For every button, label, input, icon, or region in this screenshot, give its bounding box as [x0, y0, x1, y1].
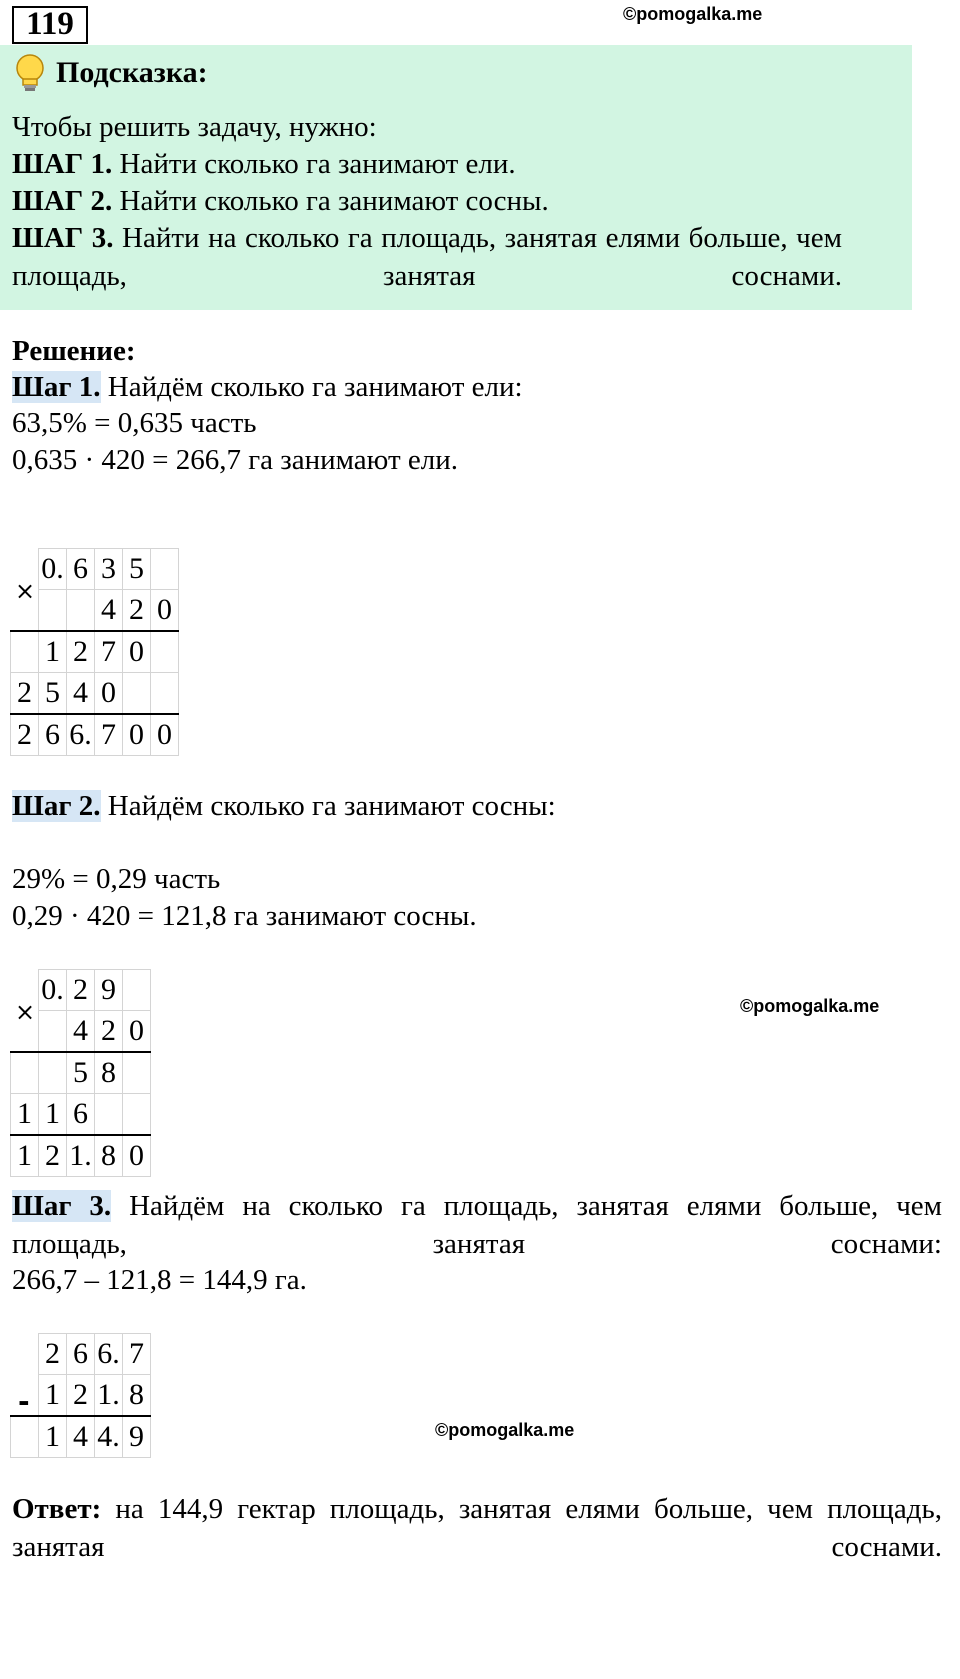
calc3-cell	[11, 1416, 39, 1458]
calc2-cell: 2	[95, 1011, 123, 1053]
calc1-cell	[123, 673, 151, 715]
hint-step-2	[12, 182, 549, 220]
calc2-cell	[11, 1011, 39, 1053]
calc1-cell	[151, 673, 179, 715]
calc1-cell	[11, 631, 39, 673]
calc2-cell: 1	[11, 1135, 39, 1177]
step-3-label: Шаг 3.	[12, 1190, 112, 1222]
calc3-cell: 8	[123, 1375, 151, 1417]
answer-label: Ответ:	[12, 1493, 102, 1525]
calc2-cell: 8	[95, 1052, 123, 1094]
calc1-row	[11, 549, 179, 590]
calc2-row	[11, 1094, 151, 1136]
calc1-cell	[151, 631, 179, 673]
calc3-cell: 1	[39, 1375, 67, 1417]
calc3-cell: 7	[123, 1334, 151, 1375]
watermark-middle: ©pomogalka.me	[740, 996, 880, 1016]
calc3-row	[11, 1416, 151, 1458]
calc2-cell	[123, 1094, 151, 1136]
step-2-text: Найдём сколько га занимают сосны:	[100, 790, 556, 822]
calc1-row	[11, 590, 179, 632]
calc2-cell: 2	[39, 1135, 67, 1177]
step-1-label: Шаг 1.	[12, 371, 101, 403]
subtraction	[10, 1333, 151, 1458]
calc1-cell	[11, 590, 39, 632]
calc2-cell: 4	[67, 1011, 95, 1053]
step-3-text: Найдём на сколько га площадь, занятая елями больше, чем площадь, занятая соснами:	[12, 1190, 943, 1260]
solution-title: Решение:	[12, 335, 136, 367]
calc2-cell	[123, 1052, 151, 1094]
multiplication-2	[10, 969, 151, 1177]
calc1-cell: 2	[123, 590, 151, 632]
calc2-row	[11, 1011, 151, 1053]
calc1-cell	[39, 590, 67, 632]
minus-sign: -	[18, 1385, 30, 1418]
calc2-cell	[39, 1052, 67, 1094]
calc1-cell	[67, 590, 95, 632]
calc2-row	[11, 1052, 151, 1094]
multiply-sign-1: ×	[15, 577, 36, 605]
hint-step-3-label: ШАГ 3.	[12, 222, 114, 254]
calc3-row	[11, 1334, 151, 1375]
calc1-cell: 2	[11, 714, 39, 756]
calc1-cell: 5	[39, 673, 67, 715]
calc2-cell	[39, 1011, 67, 1053]
calc2-row	[11, 970, 151, 1011]
calc2-cell	[95, 1094, 123, 1136]
calc3-row	[11, 1375, 151, 1417]
problem-number: 119	[12, 6, 88, 44]
calc3-cell: 4.	[95, 1416, 123, 1458]
calc1-cell: 0	[123, 714, 151, 756]
calc2-cell: 9	[95, 970, 123, 1011]
calc2-cell: 5	[67, 1052, 95, 1094]
calc2-cell	[123, 970, 151, 1011]
calc2-cell: 1	[39, 1094, 67, 1136]
step-1-line-2: 0,635 · 420 = 266,7 га занимают ели.	[12, 444, 458, 476]
multiplication-1	[10, 548, 179, 756]
calc2-cell: 2	[67, 970, 95, 1011]
calc1-cell: 0	[151, 590, 179, 632]
calc3-cell	[11, 1375, 39, 1417]
calc3-cell: 9	[123, 1416, 151, 1458]
hint-step-2-label: ШАГ 2.	[12, 185, 113, 217]
step-2-line-2: 0,29 · 420 = 121,8 га занимают сосны.	[12, 900, 477, 932]
hint-step-1	[12, 145, 516, 183]
calc3-cell: 6.	[95, 1334, 123, 1375]
calc2-cell	[11, 1052, 39, 1094]
calc1-cell: 0	[95, 673, 123, 715]
calc1-row	[11, 714, 179, 756]
calc3-cell	[11, 1334, 39, 1375]
lightbulb-icon	[12, 53, 48, 93]
step-1-text: Найдём сколько га занимают ели:	[100, 371, 523, 403]
step-1-line-1: 63,5% = 0,635 часть	[12, 407, 257, 439]
answer	[12, 1490, 942, 1566]
calc1-cell: 3	[95, 549, 123, 590]
calc3-cell: 6	[67, 1334, 95, 1375]
hint-title-row	[12, 53, 208, 93]
calc1-row	[11, 673, 179, 715]
answer-text: на 144,9 гектар площадь, занятая елями больше, чем площадь, занятая соснами.	[12, 1493, 942, 1563]
calc3-cell: 4	[67, 1416, 95, 1458]
calc1-cell: 2	[11, 673, 39, 715]
step-1-heading	[12, 368, 523, 406]
calc1-row	[11, 631, 179, 673]
step-2-line-1: 29% = 0,29 часть	[12, 863, 221, 895]
hint-step-3-text: Найти на сколько га площадь, занятая елями больше, чем площадь, занятая соснами.	[12, 222, 842, 292]
calc3-cell: 2	[39, 1334, 67, 1375]
step-2-heading	[12, 787, 556, 825]
calc1-cell	[11, 549, 39, 590]
calc1-cell: 4	[67, 673, 95, 715]
calc1-cell: 2	[67, 631, 95, 673]
calc1-cell: 6.	[67, 714, 95, 756]
step-3-heading	[12, 1187, 942, 1263]
calc1-cell: 7	[95, 714, 123, 756]
hint-step-3	[12, 219, 842, 295]
calc2-cell: 6	[67, 1094, 95, 1136]
hint-step-1-text: Найти сколько га занимают ели.	[112, 148, 516, 180]
calc2-cell: 1.	[67, 1135, 95, 1177]
step-3-line-1: 266,7 – 121,8 = 144,9 га.	[12, 1264, 307, 1296]
calc1-cell	[151, 549, 179, 590]
calc1-cell: 0	[123, 631, 151, 673]
calc2-cell: 8	[95, 1135, 123, 1177]
hint-title: Подсказка:	[56, 56, 208, 89]
calc3-cell: 1.	[95, 1375, 123, 1417]
calc3-cell: 1	[39, 1416, 67, 1458]
calc2-cell: 0.	[39, 970, 67, 1011]
calc2-cell: 0	[123, 1135, 151, 1177]
hint-step-2-text: Найти сколько га занимают сосны.	[112, 185, 549, 217]
calc3-cell: 2	[67, 1375, 95, 1417]
watermark-top: ©pomogalka.me	[623, 4, 763, 24]
calc1-cell: 7	[95, 631, 123, 673]
calc1-cell: 5	[123, 549, 151, 590]
calc1-cell: 4	[95, 590, 123, 632]
calc2-cell: 1	[11, 1094, 39, 1136]
calc1-cell: 6	[39, 714, 67, 756]
calc1-cell: 1	[39, 631, 67, 673]
calc2-row	[11, 1135, 151, 1177]
calc2-cell: 0	[123, 1011, 151, 1053]
watermark-bottom: ©pomogalka.me	[435, 1420, 575, 1440]
calc1-cell: 0.	[39, 549, 67, 590]
calc1-cell: 0	[151, 714, 179, 756]
multiply-sign-2: ×	[15, 998, 36, 1026]
hint-intro: Чтобы решить задачу, нужно:	[12, 111, 377, 143]
hint-step-1-label: ШАГ 1.	[12, 148, 113, 180]
step-2-label: Шаг 2.	[12, 790, 101, 822]
calc2-cell	[11, 970, 39, 1011]
calc1-cell: 6	[67, 549, 95, 590]
